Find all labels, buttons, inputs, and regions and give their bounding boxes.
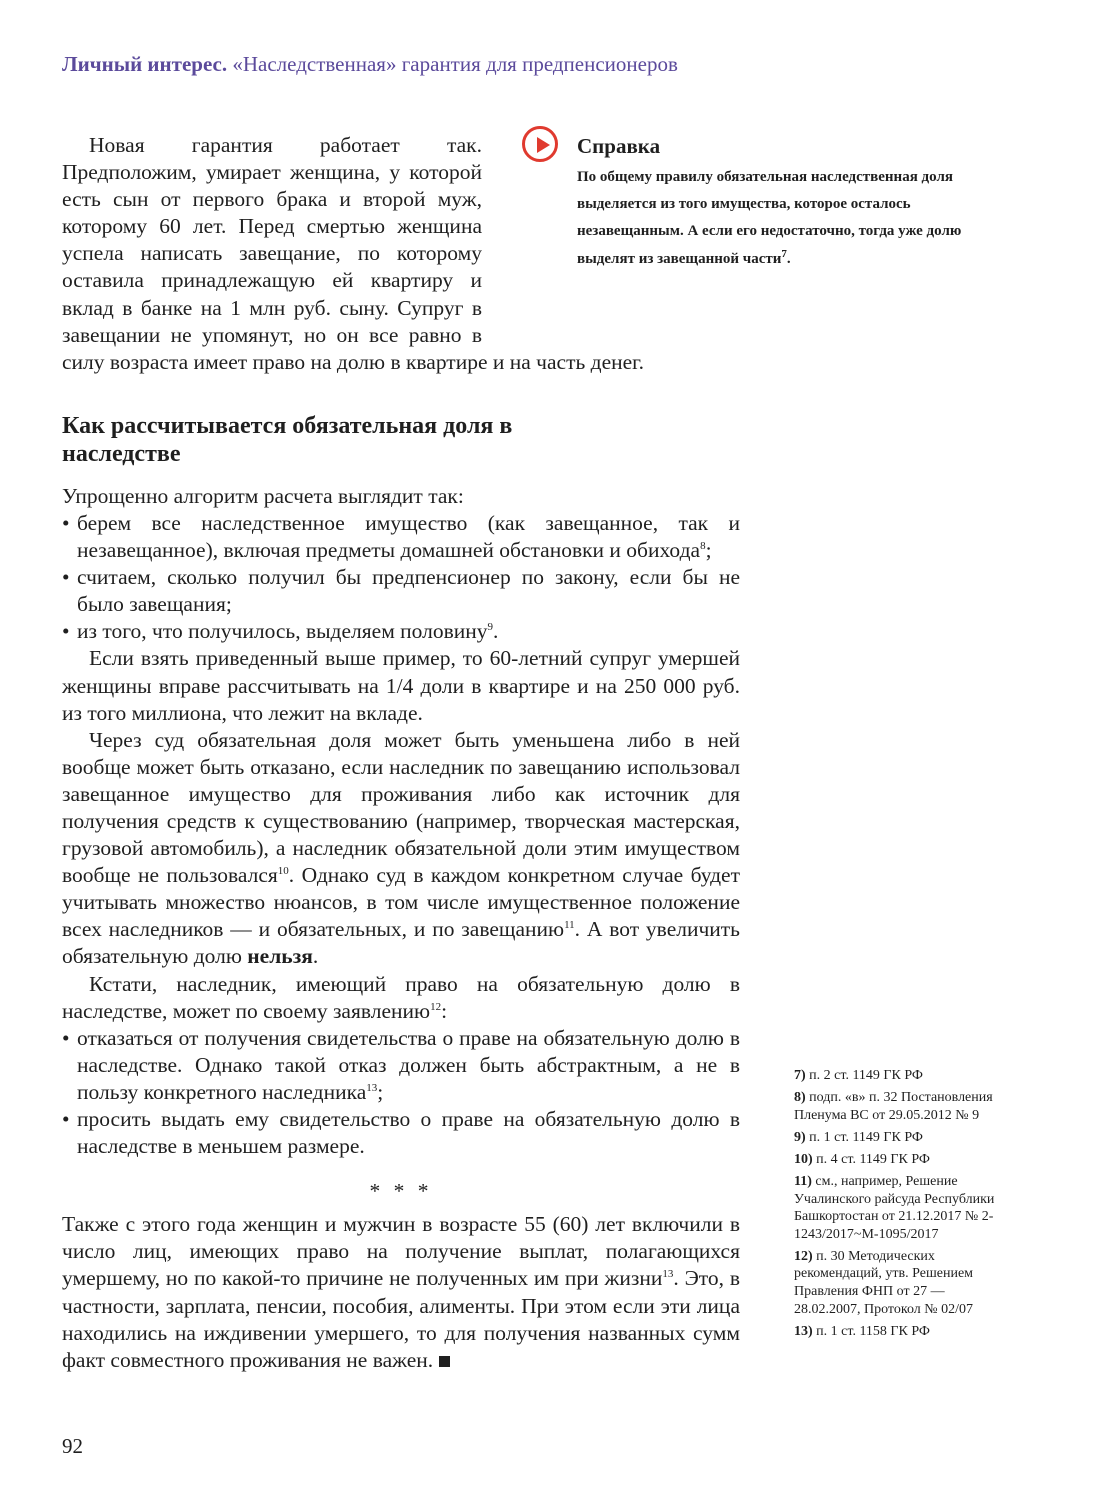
- footnote-number: 10): [794, 1151, 813, 1167]
- footnote-ref: 10: [277, 865, 289, 877]
- footnote-text: п. 1 ст. 1149 ГК РФ: [809, 1129, 923, 1145]
- footnote: [794, 1248, 1014, 1318]
- footnote-ref: 11: [564, 919, 575, 932]
- footnote: [794, 1173, 1014, 1243]
- bullet-list: [62, 510, 740, 645]
- running-header: [62, 52, 678, 77]
- footnote-ref: 13: [366, 1081, 378, 1094]
- footnote-ref: 13: [662, 1268, 674, 1281]
- text: . Это, в частности, зарплата, пенсии, пособия, алименты. При этом если эти лица находились на иждивении умершего, то для получения названных сумм факт совместного проживания не важен.: [62, 1266, 740, 1372]
- footnote-text: п. 1 ст. 1158 ГК РФ: [816, 1323, 930, 1339]
- footnote-text: подп. «в» п. 32 Постановления Пленума ВС от 29.05.2012 № 9: [794, 1090, 993, 1123]
- footnote-number: 13): [794, 1323, 813, 1339]
- footnote-text: п. 2 ст. 1149 ГК РФ: [809, 1068, 923, 1083]
- text: .: [312, 944, 319, 969]
- footnote: [794, 1067, 1014, 1085]
- text: Через суд обязательная доля может быть уменьшена либо в ней вообще может быть отказано, если наследник по завещанию использовал завещанное имущество для проживания либо как источник для получения средств к существованию (например, творческая мастерская, грузовой автомобиль), а наследник обязательной доли этим имуществом вообще не пользовался: [62, 727, 740, 888]
- text: . Однако суд в каждом конкретном случае будет учитывать множество нюансов, в том числе имущественное положение всех наследников — и обязательных, и по завещанию: [62, 863, 740, 942]
- page-number: 92: [62, 1434, 83, 1458]
- list-item: [62, 618, 740, 645]
- text: ;: [377, 1079, 384, 1104]
- reference-body: По общему правилу обязательная наследственная доля выделяется из того имущества, которое осталось незавещанным. А если его недостаточно, тогда уже долю выделят из завещанной части: [577, 169, 962, 267]
- bullet-list: [62, 1025, 740, 1160]
- footnote-text: п. 4 ст. 1149 ГК РФ: [816, 1151, 930, 1167]
- footnote: [794, 1089, 1014, 1124]
- text: берем все наследственное имущество (как завещанное, так и незавещанное), включая предметы домашней обстановки и обихода: [77, 510, 740, 563]
- text: .: [493, 619, 499, 644]
- footnote-number: 8): [794, 1090, 806, 1106]
- text: :: [441, 998, 448, 1023]
- footnote: [794, 1129, 1014, 1147]
- text: Если взять приведенный выше пример, то 60-летний супруг умершей женщины вправе рассчитывать на 1/4 доли в квартире и на 250 000 руб. из того миллиона, что лежит на вкладе.: [62, 646, 740, 725]
- header-section: Личный интерес.: [62, 52, 228, 76]
- footnote-number: 9): [794, 1129, 806, 1145]
- article-body: [62, 132, 740, 1374]
- paragraph: [62, 645, 740, 726]
- section-heading: Как рассчитывается обязательная доля в наследстве: [62, 412, 513, 467]
- list-item: [62, 1025, 740, 1106]
- paragraph: [62, 727, 740, 971]
- text: * * *: [369, 1179, 433, 1204]
- text: просить выдать ему свидетельство о праве на обязательную долю в наследстве в меньшем размере.: [77, 1107, 740, 1159]
- text: Упрощенно алгоритм расчета выглядит так:: [62, 483, 464, 508]
- footnote-ref: 8: [700, 539, 706, 552]
- footnote-ref: 7: [781, 247, 787, 260]
- header-title: «Наследственная» гарантия для предпенсионеров: [232, 52, 678, 76]
- section-divider: [62, 1178, 740, 1205]
- text: из того, что получилось, выделяем половину: [77, 619, 488, 644]
- text: считаем, сколько получил бы предпенсионер по закону, если бы не было завещания;: [77, 565, 740, 617]
- end-mark-icon: [439, 1356, 450, 1367]
- reference-title: Справка: [577, 134, 661, 158]
- intro-paragraph: Новая гарантия работает так. Предположим, умирает женщина, у которой есть сын от первого брака и второй муж, которому 60 лет. Перед смертью женщина успела написать завещание, по которому оставила принадлежащую ей квартиру и вклад в банке на 1 млн руб. сыну. Супруг в завещании не упомянут, но он все равно в силу возраста имеет право на долю в квартире и на часть денег.: [62, 133, 644, 374]
- footnote-ref: 12: [430, 1000, 442, 1013]
- text: ;: [705, 538, 712, 563]
- text: . А вот увеличить обязательную долю: [62, 917, 740, 969]
- footnote: [794, 1151, 1014, 1169]
- footnote: [794, 1323, 1014, 1341]
- text: Также с этого года женщин и мужчин в возрасте 55 (60) лет включили в число лиц, имеющих право на получение выплат, полагающихся умершему, но по какой-то причине не полученных им при жизни: [62, 1212, 740, 1291]
- paragraph: [62, 1211, 740, 1374]
- footnotes: [794, 1067, 1014, 1345]
- footnote-text: п. 30 Методических рекомендаций, утв. Решением Правления ФНП от 27 — 28.02.2007, Протокол № 02/07: [794, 1248, 974, 1317]
- footnote-number: 11): [794, 1173, 812, 1189]
- section-content: [62, 483, 740, 1374]
- reference-end: .: [786, 250, 791, 267]
- list-item: [62, 1106, 740, 1160]
- emphasis: нельзя: [247, 944, 313, 969]
- footnote-text: см., например, Решение Учалинского райсуда Республики Башкортостан от 21.12.2017 № 2-1243/2017~М-1095/2017: [794, 1173, 995, 1242]
- list-item: [62, 510, 740, 564]
- paragraph: [62, 483, 740, 510]
- footnote-number: 12): [794, 1248, 813, 1264]
- footnote-number: 7): [794, 1068, 806, 1083]
- footnote-ref: 9: [487, 621, 494, 634]
- list-item: [62, 564, 740, 618]
- text: Кстати, наследник, имеющий право на обязательную долю в наследстве, может по своему заявлению: [62, 971, 740, 1023]
- text: отказаться от получения свидетельства о праве на обязательную долю в наследстве. Однако такой отказ должен быть абстрактным, а не в пользу конкретного наследника: [77, 1025, 740, 1104]
- paragraph: [62, 971, 740, 1025]
